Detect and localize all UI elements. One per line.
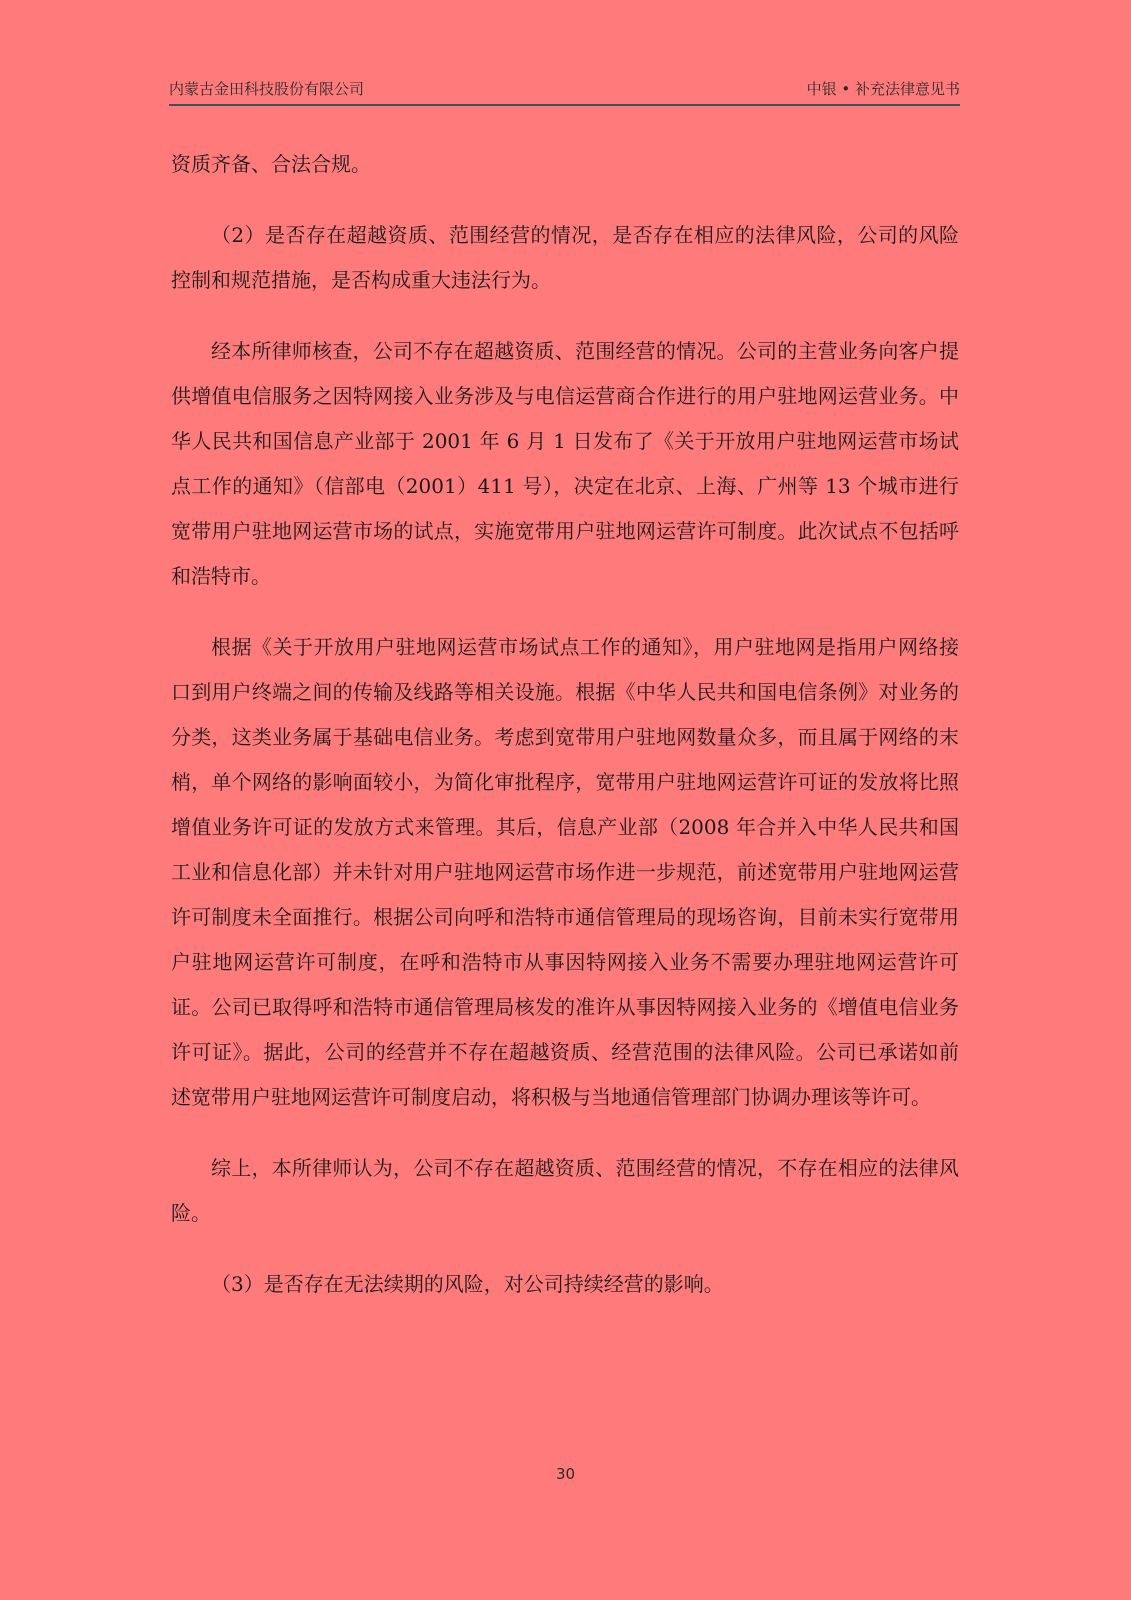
paragraph-regulation: 根据《关于开放用户驻地网运营市场试点工作的通知》，用户驻地网是指用户网络接口到用户终端之间的传输及线路等相关设施。根据《中华人民共和国电信条例》对业务的分类，这类业务属于基础电信业务。考虑到宽带用户驻地网数量众多，而且属于网络的末梢，单个网络的影响面较小，为简化审批程序，宽带用户驻地网运营许可证的发放将比照增值业务许可证的发放方式来管理。其后，信息产业部（2008 年合并入中华人民共和国工业和信息化部）并未针对用户驻地网运营市场作进一步规范，前述宽带用户驻地网运营许可制度未全面推行。根据公司向呼和浩特市通信管理局的现场咨询，目前未实行宽带用户驻地网运营许可制度，在呼和浩特市从事因特网接入业务不需要办理驻地网运营许可证。公司已取得呼和浩特市通信管理局核发的准许从事因特网接入业务的《增值电信业务许可证》。据此，公司的经营并不存在超越资质、经营范围的法律风险。公司已承诺如前述宽带用户驻地网运营许可制度启动，将积极与当地通信管理部门协调办理该等许可。	[171, 635, 959, 1109]
header-company-name: 内蒙古金田科技股份有限公司	[169, 80, 365, 98]
paragraph-verification: 经本所律师核查，公司不存在超越资质、范围经营的情况。公司的主营业务向客户提供增值电信服务之因特网接入业务涉及与电信运营商合作进行的用户驻地网运营业务。中华人民共和国信息产业部于 2001 年 6 月 1 日发布了《关于开放用户驻地网运营市场试点工作的通知》（信部电（2001）411 号），决定在北京、上海、广州等 13 个城市进行宽带用户驻地网运营市场的试点，实施宽带用户驻地网运营许可制度。此次试点不包括呼和浩特市。	[171, 339, 959, 588]
page-number: 30	[555, 1465, 576, 1483]
document-body	[171, 142, 959, 1307]
paragraph-question-3: （3）是否存在无法续期的风险，对公司持续经营的影响。	[211, 1272, 724, 1296]
paragraph-continuation: 资质齐备、合法合规。	[171, 152, 371, 176]
header-document-title: 中银 • 补充法律意见书	[806, 80, 960, 98]
page-header	[169, 78, 960, 106]
paragraph-question-2: （2）是否存在超越资质、范围经营的情况，是否存在相应的法律风险，公司的风险控制和规范措施，是否构成重大违法行为。	[171, 223, 959, 292]
paragraph-conclusion: 综上，本所律师认为，公司不存在超越资质、范围经营的情况，不存在相应的法律风险。	[171, 1156, 959, 1225]
